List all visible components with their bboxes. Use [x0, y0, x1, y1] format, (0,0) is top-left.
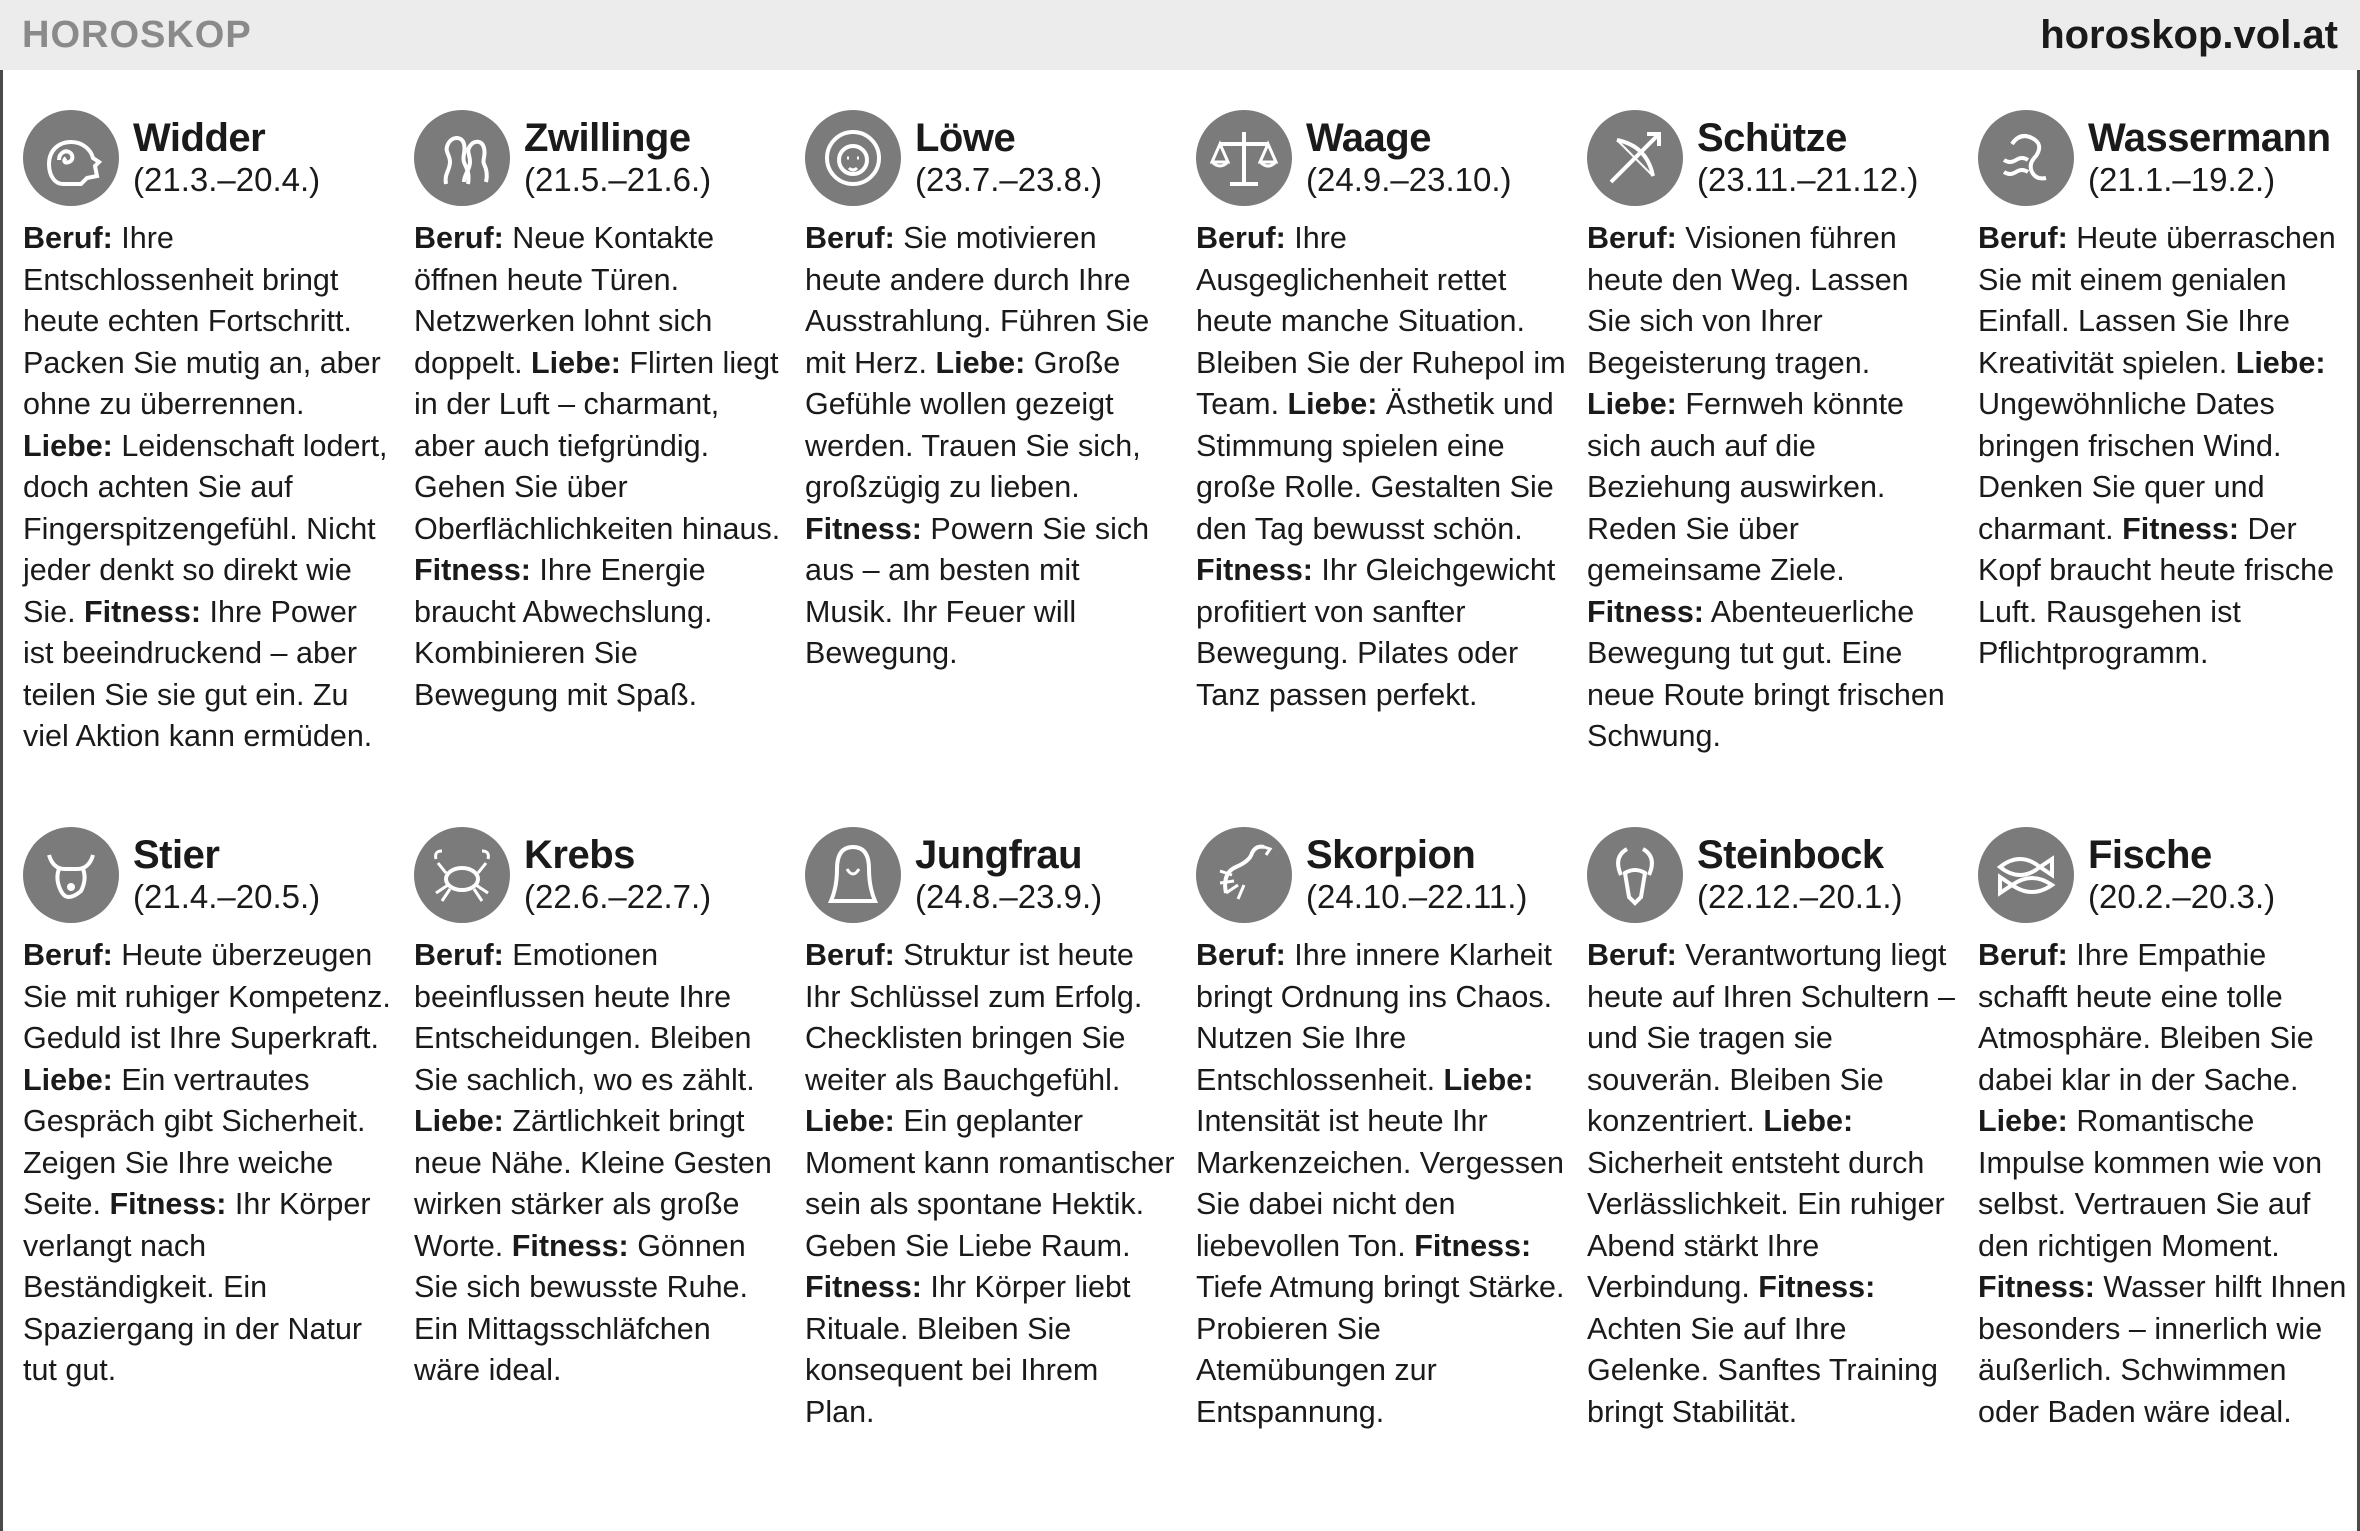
beruf-label: Beruf: — [1196, 221, 1286, 255]
beruf-label: Beruf: — [1978, 938, 2068, 972]
sign-name: Löwe — [915, 116, 1016, 160]
sign-text — [414, 218, 784, 716]
liebe-label: Liebe: — [23, 1062, 113, 1097]
sign-dates: (22.12.–20.1.) — [1697, 878, 1903, 915]
sign-header — [805, 108, 1175, 208]
sign-dates: (21.4.–20.5.) — [133, 878, 321, 915]
sign-text — [1587, 218, 1957, 758]
sign-dates: (23.7.–23.8.) — [915, 161, 1103, 198]
section-title: HOROSKOP — [22, 13, 252, 56]
fitness-text: Ihr Gleichgewicht profitiert von sanfter Bewegung. Pilates oder Tanz passen perfekt. — [1196, 553, 1556, 712]
liebe-label: Liebe: — [1287, 387, 1378, 421]
liebe-label: Liebe: — [935, 345, 1026, 380]
sign-dates: (21.3.–20.4.) — [133, 161, 321, 198]
sign-header — [1196, 108, 1566, 208]
liebe-label: Liebe: — [1587, 387, 1677, 421]
sign-name: Fische — [2088, 833, 2212, 877]
beruf-text: Heute überzeugen Sie mit ruhiger Kompetenz. Geduld ist Ihre Superkraft. — [23, 938, 391, 1055]
sign-text — [805, 218, 1175, 675]
goat-icon — [1587, 827, 1683, 923]
fitness-label: Fitness: — [511, 1228, 629, 1263]
liebe-label: Liebe: — [1763, 1104, 1854, 1138]
fitness-text: Wasser hilft Ihnen besonders – innerlich wie äußerlich. Schwimmen oder Baden wäre ideal. — [1978, 1270, 2347, 1429]
sign-card-steinbock — [1587, 825, 1957, 1525]
archer-bow-icon — [1587, 110, 1683, 206]
fitness-label: Fitness: — [1414, 1228, 1532, 1263]
sign-card-waage — [1196, 108, 1566, 825]
sign-titles — [1306, 833, 1527, 917]
maiden-icon — [805, 827, 901, 923]
liebe-text: Ein geplanter Moment kann romantischer sein als spontane Hektik. Geben Sie Liebe Raum. — [805, 1104, 1175, 1263]
scales-icon — [1196, 110, 1292, 206]
liebe-text: Fernweh könnte sich auch auf die Beziehung auswirken. Reden Sie über gemeinsame Ziele. — [1587, 387, 1905, 587]
sign-card-zwillinge — [414, 108, 784, 825]
liebe-text: Sicherheit entsteht durch Verlässlichkeit. Ein ruhiger Abend stärkt Ihre Verbindung. — [1587, 1145, 1945, 1304]
fitness-text: Powern Sie sich aus – am besten mit Musik. Ihr Feuer will Bewegung. — [805, 511, 1150, 670]
sign-titles — [1697, 116, 1918, 200]
sign-dates: (23.11.–21.12.) — [1697, 161, 1919, 198]
beruf-text: Neue Kontakte öffnen heute Türen. Netzwerken lohnt sich doppelt. — [414, 221, 715, 380]
fitness-label: Fitness: — [84, 594, 201, 629]
site-url[interactable]: horoskop.vol.at — [2040, 12, 2338, 57]
beruf-label: Beruf: — [1978, 221, 2068, 255]
fitness-text: Ihr Körper liebt Rituale. Bleiben Sie konsequent bei Ihrem Plan. — [805, 1270, 1131, 1429]
fitness-label: Fitness: — [805, 511, 922, 546]
liebe-text: Zärtlichkeit bringt neue Nähe. Kleine Gesten wirken stärker als große Worte. — [414, 1104, 772, 1263]
sign-text — [1978, 935, 2348, 1433]
beruf-label: Beruf: — [805, 938, 895, 972]
beruf-text: Heute überraschen Sie mit einem genialen Einfall. Lassen Sie Ihre Kreativität spielen. — [1978, 221, 2336, 380]
sign-name: Jungfrau — [915, 833, 1083, 877]
sign-titles — [1697, 833, 1902, 917]
beruf-text: Verantwortung liegt heute auf Ihren Schultern – und Sie tragen sie souverän. Bleiben Sie konzentriert. — [1587, 938, 1955, 1138]
fish-icon — [1978, 827, 2074, 923]
sign-card-skorpion — [1196, 825, 1566, 1525]
sign-titles — [524, 116, 711, 200]
beruf-label: Beruf: — [1587, 938, 1677, 972]
beruf-label: Beruf: — [805, 221, 895, 255]
bull-icon — [23, 827, 119, 923]
fitness-text: Gönnen Sie sich bewusste Ruhe. Ein Mittagsschläfchen wäre ideal. — [414, 1228, 748, 1387]
sign-name: Stier — [133, 833, 220, 877]
twins-icon — [414, 110, 510, 206]
sign-name: Schütze — [1697, 116, 1847, 160]
beruf-text: Emotionen beeinflussen heute Ihre Entscheidungen. Bleiben Sie sachlich, wo es zählt. — [414, 938, 755, 1097]
ram-icon — [23, 110, 119, 206]
beruf-label: Beruf: — [23, 221, 113, 255]
fitness-label: Fitness: — [109, 1187, 227, 1221]
sign-text — [1587, 935, 1957, 1433]
scorpion-icon — [1196, 827, 1292, 923]
beruf-label: Beruf: — [1196, 938, 1286, 972]
sign-dates: (24.8.–23.9.) — [915, 878, 1103, 915]
sign-dates: (22.6.–22.7.) — [524, 878, 712, 915]
sign-header — [1587, 108, 1957, 208]
beruf-text: Ihre Ausgeglichenheit rettet heute manche Situation. Bleiben Sie der Ruhepol im Team. — [1196, 221, 1566, 421]
fitness-text: Abenteuerliche Bewegung tut gut. Eine neue Route bringt frischen Schwung. — [1587, 594, 1945, 753]
liebe-text: Flirten liegt in der Luft – charmant, aber auch tiefgründig. Gehen Sie über Oberflächlichkeiten hinaus. — [414, 345, 781, 546]
sign-titles — [133, 833, 320, 917]
sign-dates: (20.2.–20.3.) — [2088, 878, 2276, 915]
sign-titles — [915, 116, 1102, 200]
sign-text — [1978, 218, 2348, 675]
lion-icon — [805, 110, 901, 206]
sign-name: Steinbock — [1697, 833, 1884, 877]
sign-card-widder — [23, 108, 393, 825]
sign-card-fische — [1978, 825, 2348, 1525]
sign-card-löwe — [805, 108, 1175, 825]
water-bearer-icon — [1978, 110, 2074, 206]
beruf-text: Ihre Entschlossenheit bringt heute echten Fortschritt. Packen Sie mutig an, aber ohne zu überrennen. — [23, 221, 381, 421]
sign-text — [1196, 218, 1566, 716]
sign-text — [1196, 935, 1566, 1433]
sign-name: Skorpion — [1306, 833, 1476, 877]
sign-header — [805, 825, 1175, 925]
sign-dates: (21.5.–21.6.) — [524, 161, 712, 198]
sign-text — [805, 935, 1175, 1433]
sign-dates: (21.1.–19.2.) — [2088, 161, 2276, 198]
sign-text — [414, 935, 784, 1392]
sign-card-jungfrau — [805, 825, 1175, 1525]
liebe-label: Liebe: — [1978, 1104, 2068, 1138]
fitness-text: Tiefe Atmung bringt Stärke. Probieren Sie Atemübungen zur Entspannung. — [1196, 1270, 1565, 1429]
beruf-text: Ihre innere Klarheit bringt Ordnung ins Chaos. Nutzen Sie Ihre Entschlossenheit. — [1196, 938, 1553, 1097]
sign-titles — [133, 116, 320, 200]
beruf-label: Beruf: — [414, 938, 504, 972]
header-bar — [0, 0, 2360, 70]
sign-header — [23, 108, 393, 208]
sign-header — [23, 825, 393, 925]
sign-header — [414, 108, 784, 208]
sign-titles — [2088, 833, 2275, 917]
fitness-text: Achten Sie auf Ihre Gelenke. Sanftes Training bringt Stabilität. — [1587, 1311, 1938, 1429]
liebe-label: Liebe: — [23, 428, 113, 463]
sign-header — [1978, 108, 2348, 208]
beruf-text: Struktur ist heute Ihr Schlüssel zum Erfolg. Checklisten bringen Sie weiter als Bauchgefühl. — [805, 938, 1143, 1097]
sign-header — [1196, 825, 1566, 925]
sign-text — [23, 935, 393, 1392]
sign-titles — [1306, 116, 1511, 200]
horoscope-grid — [23, 108, 2347, 1525]
sign-titles — [524, 833, 711, 917]
left-border — [0, 70, 3, 1531]
fitness-label: Fitness: — [2122, 511, 2240, 546]
sign-header — [1978, 825, 2348, 925]
fitness-text: Ihre Power ist beeindruckend – aber teilen Sie sie gut ein. Zu viel Aktion kann ermüden. — [23, 594, 373, 753]
sign-name: Krebs — [524, 833, 635, 877]
beruf-text: Sie motivieren heute andere durch Ihre Ausstrahlung. Führen Sie mit Herz. — [805, 221, 1150, 380]
liebe-label: Liebe: — [2235, 345, 2326, 380]
fitness-label: Fitness: — [414, 553, 531, 587]
fitness-text: Der Kopf braucht heute frische Luft. Rausgehen ist Pflichtprogramm. — [1978, 511, 2335, 670]
fitness-label: Fitness: — [1758, 1270, 1876, 1304]
liebe-text: Intensität ist heute Ihr Markenzeichen. Vergessen Sie dabei nicht den liebevollen Ton. — [1196, 1104, 1564, 1263]
beruf-label: Beruf: — [1587, 221, 1677, 255]
sign-name: Widder — [133, 116, 266, 160]
sign-name: Wassermann — [2088, 116, 2331, 160]
sign-name: Waage — [1306, 116, 1431, 160]
sign-name: Zwillinge — [524, 116, 691, 160]
sign-header — [414, 825, 784, 925]
beruf-label: Beruf: — [23, 938, 113, 972]
beruf-text: Ihre Empathie schafft heute eine tolle Atmosphäre. Bleiben Sie dabei klar in der Sache. — [1978, 938, 2314, 1097]
liebe-text: Ein vertrautes Gespräch gibt Sicherheit. Zeigen Sie Ihre weiche Seite. — [23, 1062, 366, 1221]
liebe-label: Liebe: — [1443, 1062, 1534, 1097]
sign-dates: (24.10.–22.11.) — [1306, 878, 1528, 915]
crab-icon — [414, 827, 510, 923]
liebe-label: Liebe: — [805, 1104, 895, 1138]
liebe-label: Liebe: — [414, 1104, 504, 1138]
fitness-label: Fitness: — [1587, 594, 1704, 629]
liebe-text: Romantische Impulse kommen wie von selbst. Vertrauen Sie auf den richtigen Moment. — [1978, 1104, 2323, 1263]
liebe-text: Ungewöhnliche Dates bringen frischen Wind. Denken Sie quer und charmant. — [1978, 387, 2282, 546]
sign-card-schütze — [1587, 108, 1957, 825]
fitness-label: Fitness: — [1196, 553, 1313, 587]
sign-titles — [915, 833, 1102, 917]
sign-card-stier — [23, 825, 393, 1525]
beruf-text: Visionen führen heute den Weg. Lassen Sie sich von Ihrer Begeisterung tragen. — [1587, 221, 1909, 380]
fitness-label: Fitness: — [805, 1270, 922, 1304]
sign-card-wassermann — [1978, 108, 2348, 825]
liebe-text: Leidenschaft lodert, doch achten Sie auf Fingerspitzengefühl. Nicht jeder denkt so direkt wie Sie. — [23, 428, 388, 629]
beruf-label: Beruf: — [414, 221, 504, 255]
liebe-label: Liebe: — [531, 345, 621, 380]
sign-card-krebs — [414, 825, 784, 1525]
fitness-text: Ihre Energie braucht Abwechslung. Kombinieren Sie Bewegung mit Spaß. — [414, 553, 713, 712]
sign-titles — [2088, 116, 2331, 200]
liebe-text: Große Gefühle wollen gezeigt werden. Trauen Sie sich, großzügig zu lieben. — [805, 345, 1141, 504]
sign-dates: (24.9.–23.10.) — [1306, 161, 1512, 198]
fitness-label: Fitness: — [1978, 1270, 2095, 1304]
sign-text — [23, 218, 393, 758]
sign-header — [1587, 825, 1957, 925]
fitness-text: Ihr Körper verlangt nach Beständigkeit. Ein Spaziergang in der Natur tut gut. — [23, 1187, 371, 1387]
liebe-text: Ästhetik und Stimmung spielen eine große Rolle. Gestalten Sie den Tag bewusst schön. — [1196, 387, 1554, 546]
